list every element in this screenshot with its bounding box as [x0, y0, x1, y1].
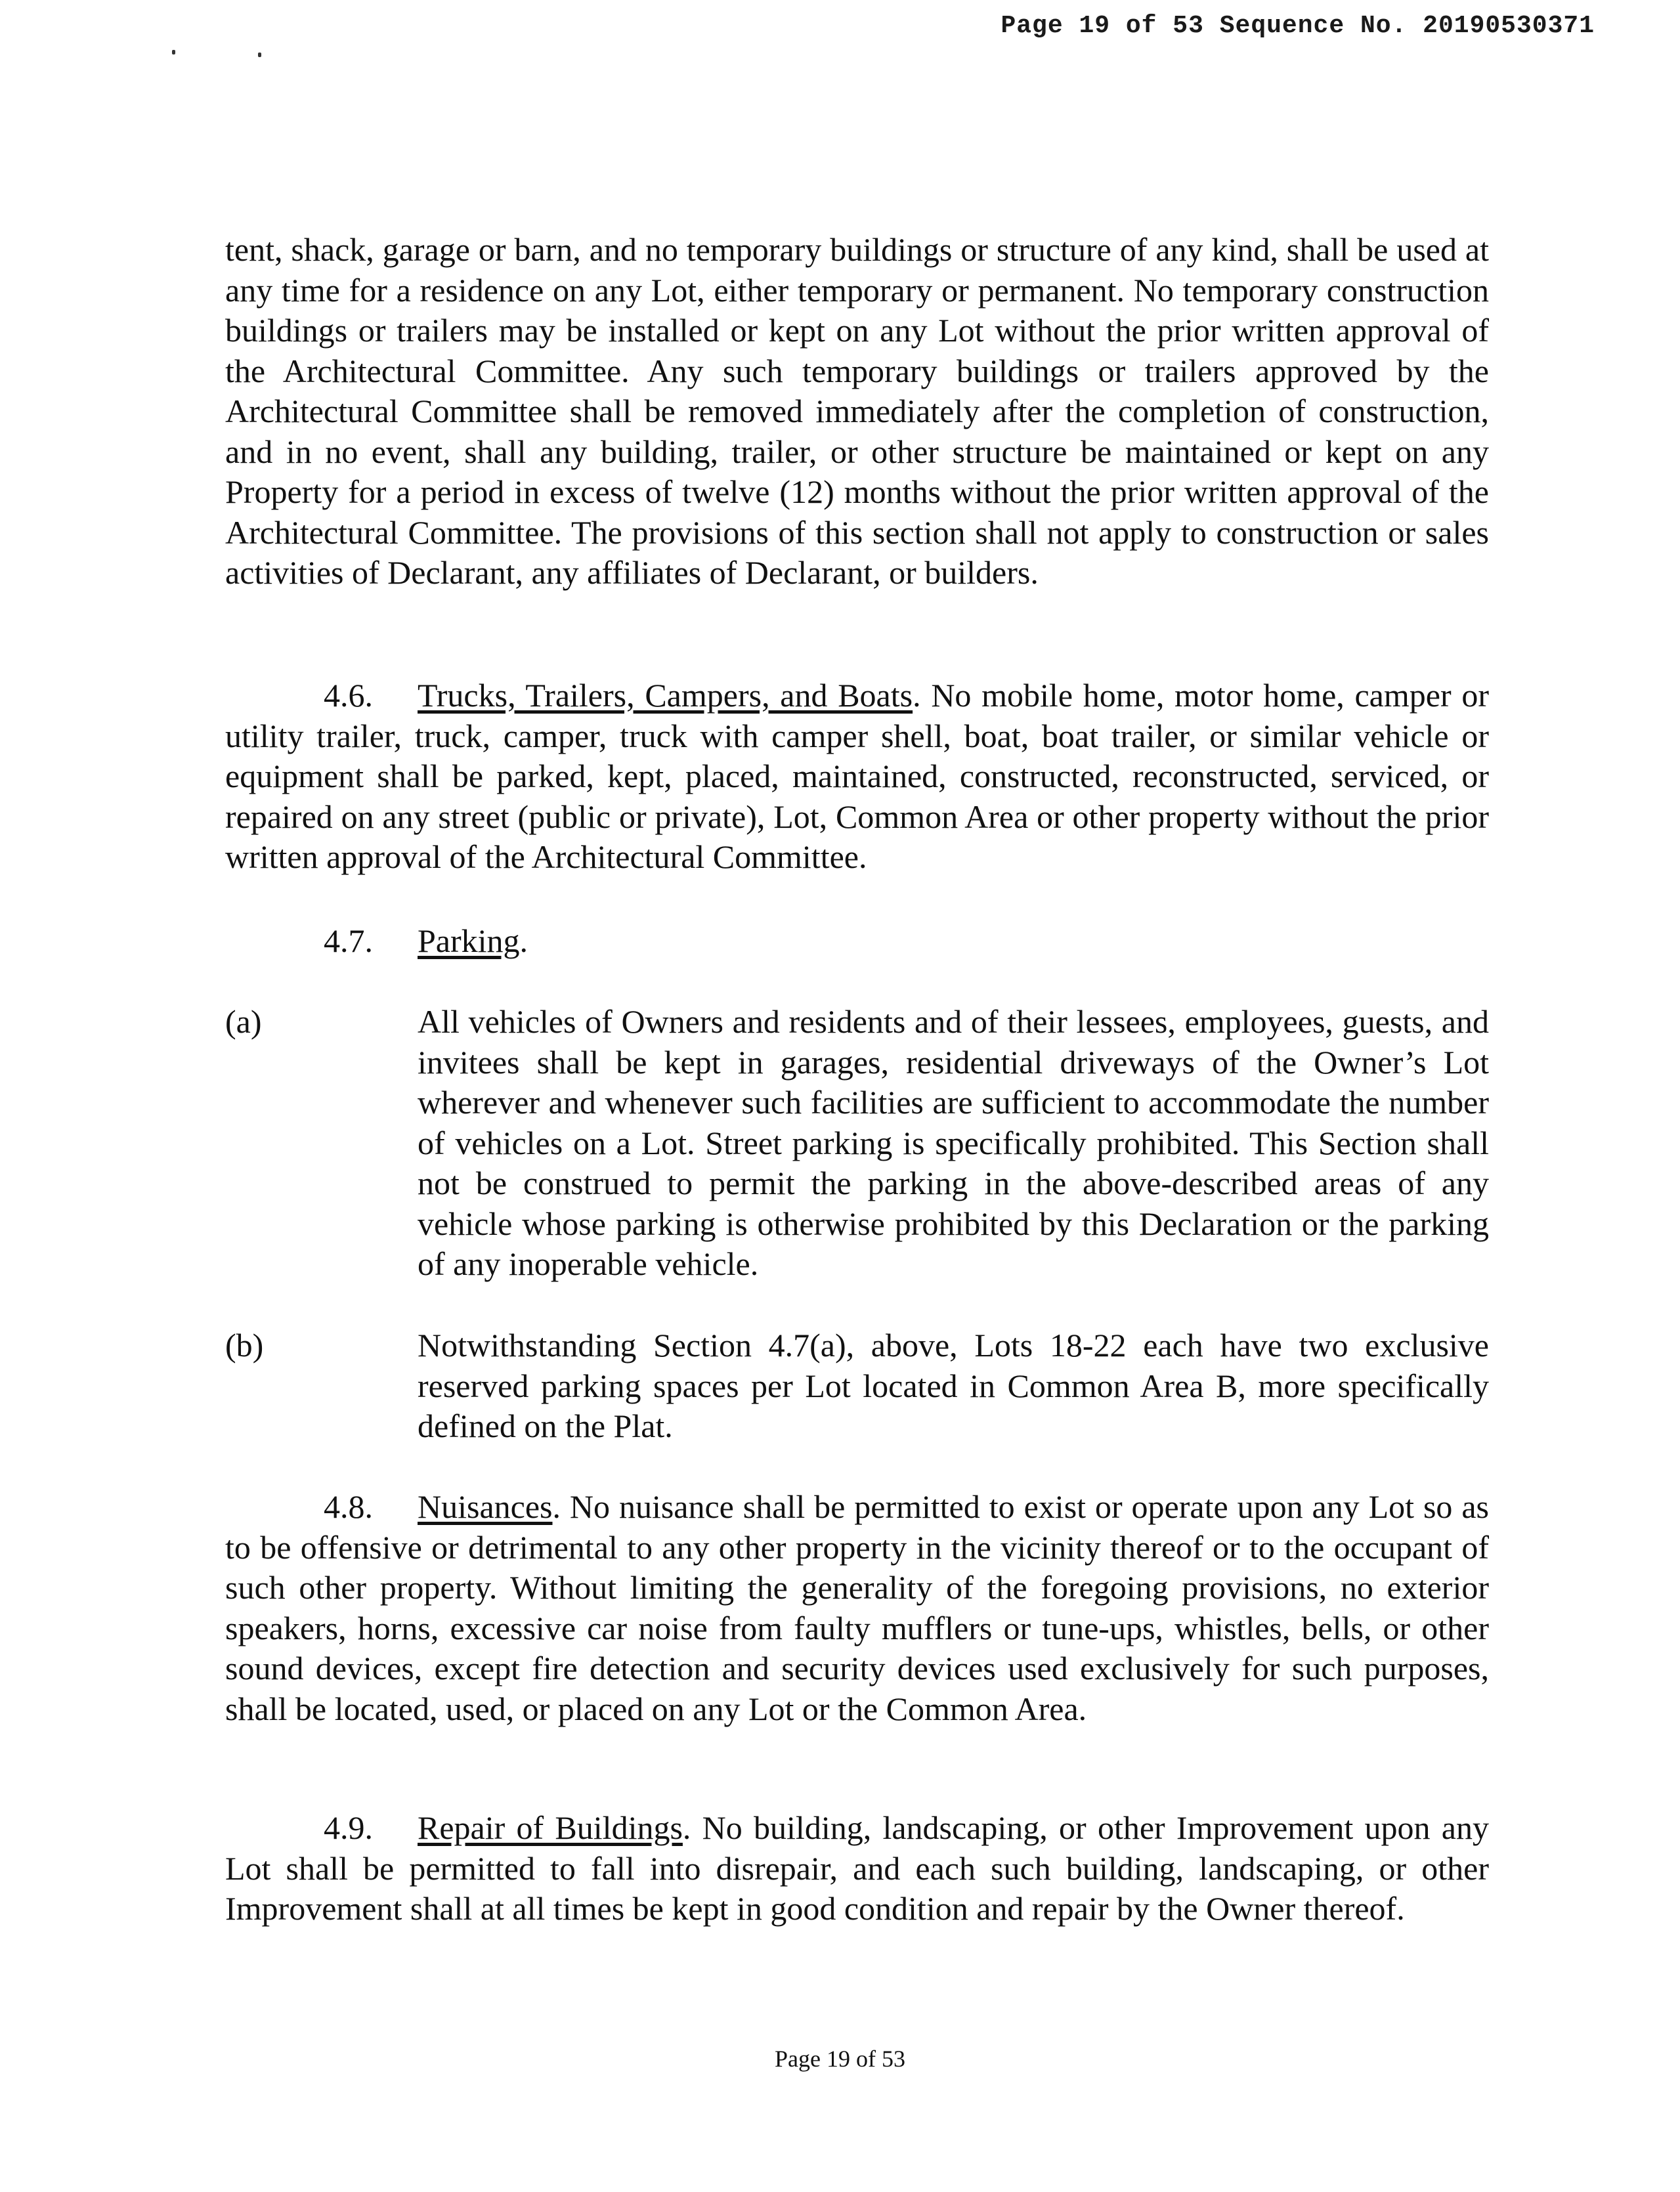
section-number: 4.7. [324, 922, 373, 959]
section-number: 4.6. [324, 677, 373, 714]
page-footer: Page 19 of 53 [775, 2046, 905, 2072]
section-number: 4.9. [324, 1809, 373, 1846]
section-number: 4.8. [324, 1488, 373, 1525]
section-body: . No nuisance shall be permitted to exist or operate upon any Lot so as to be offensive or detrimental to any other property in the vicinity thereof or to the occupant of such other property. Without limiting the generality of the foregoing provisions, no exterior speakers, horns, excessive car noise from faulty mufflers or tune-ups, whistles, bells, or other sound devices, except fire detection and security devices used exclusively for such purposes, shall be located, used, or placed on any Lot or the Common Area. [225, 1488, 1489, 1727]
section-4-8 [225, 1487, 1489, 1729]
list-item [225, 1002, 1489, 1285]
section-title: Nuisances [418, 1488, 553, 1525]
scan-speck [258, 53, 261, 57]
section-body: . No building, landscaping, or other Improvement upon any Lot shall be permitted to fall into disrepair, and each such building, landscaping, or other Improvement shall at all times be kept in good condition and repair by the Owner thereof. [225, 1809, 1489, 1927]
item-label: (b) [225, 1327, 264, 1364]
page-sequence-header: Page 19 of 53 Sequence No. 20190530371 [1001, 12, 1595, 40]
section-title: Repair of Buildings [418, 1809, 683, 1846]
item-text: All vehicles of Owners and residents and of their lessees, employees, guests, and invitees shall be kept in garages, residential driveways of the Owner’s Lot wherever and whenever such facilities are sufficient to accommodate the number of vehicles on a Lot. Street parking is specifically prohibited. This Section shall not be construed to permit the parking in the above-described areas of any vehicle whose parking is otherwise prohibited by this Declaration or the parking of any inoperable vehicle. [418, 1003, 1489, 1282]
scan-speck [172, 50, 175, 54]
section-4-7-heading [225, 921, 528, 962]
list-item [225, 1325, 1489, 1447]
section-4-9 [225, 1808, 1489, 1929]
continuation-paragraph: tent, shack, garage or barn, and no temporary buildings or structure of any kind, shall be used at any time for a residence on any Lot, either temporary or permanent. No temporary construction buildings or trailers may be installed or kept on any Lot without the prior written approval of the Architectural Committee. Any such temporary buildings or trailers approved by the Architectural Committee shall be removed immediately after the completion of construction, and in no event, shall any building, trailer, or other structure be maintained or kept on any Property for a period in excess of twelve (12) months without the prior written approval of the Architectural Committee. The provisions of this section shall not apply to construction or sales activities of Declarant, any affiliates of Declarant, or builders. [225, 231, 1489, 591]
section-title: Trucks, Trailers, Campers, and Boats [418, 677, 913, 714]
section-title-suffix: . [519, 922, 528, 959]
item-label: (a) [225, 1003, 262, 1040]
section-4-6 [225, 676, 1489, 878]
section-title: Parking [418, 922, 520, 959]
section-body: . No mobile home, motor home, camper or utility trailer, truck, camper, truck with camper shell, boat, boat trailer, or similar vehicle or equipment shall be parked, kept, placed, maintained, constructed, reconstructed, serviced, or repaired on any street (public or private), Lot, Common Area or other property without the prior written approval of the Architectural Committee. [225, 677, 1489, 875]
item-text: Notwithstanding Section 4.7(a), above, Lots 18-22 each have two exclusive reserved parking spaces per Lot located in Common Area B, more specifically defined on the Plat. [418, 1327, 1489, 1444]
